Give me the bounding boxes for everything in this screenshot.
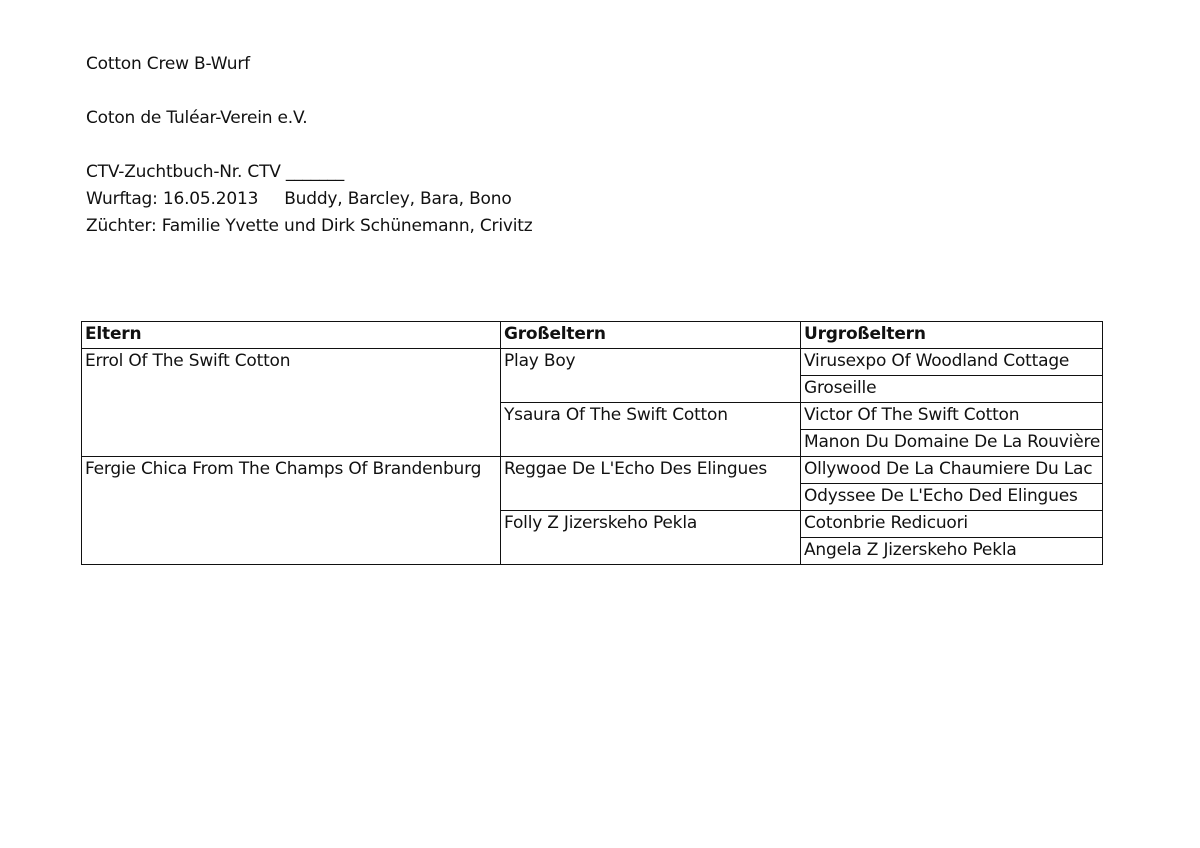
great-grandparent-cell: Odyssee De L'Echo Ded Elingues xyxy=(801,484,1103,511)
puppy-names: Buddy, Barcley, Bara, Bono xyxy=(284,189,512,209)
great-grandparent-cell: Groseille xyxy=(801,376,1103,403)
parent-cell: Fergie Chica From The Champs Of Brandenburg xyxy=(82,457,501,565)
great-grandparent-cell: Virusexpo Of Woodland Cottage xyxy=(801,349,1103,376)
litter-date: Wurftag: 16.05.2013 xyxy=(86,189,259,209)
grandparent-cell: Reggae De L'Echo Des Elingues xyxy=(501,457,801,511)
great-grandparent-cell: Cotonbrie Redicuori xyxy=(801,511,1103,538)
table-header-row xyxy=(82,322,1103,349)
stud-book-number: CTV-Zuchtbuch-Nr. CTV _______ xyxy=(86,162,344,182)
club-name: Coton de Tuléar-Verein e.V. xyxy=(86,108,308,128)
great-grandparent-cell: Angela Z Jizerskeho Pekla xyxy=(801,538,1103,565)
grandparent-cell: Play Boy xyxy=(501,349,801,403)
column-header-parents: Eltern xyxy=(82,322,501,349)
document-title: Cotton Crew B-Wurf xyxy=(86,54,250,74)
breeder-info: Züchter: Familie Yvette und Dirk Schünemann, Crivitz xyxy=(86,216,533,236)
great-grandparent-cell: Ollywood De La Chaumiere Du Lac xyxy=(801,457,1103,484)
parent-cell: Errol Of The Swift Cotton xyxy=(82,349,501,457)
column-header-great-grandparents: Urgroßeltern xyxy=(801,322,1103,349)
table-row xyxy=(82,457,1103,484)
table-row xyxy=(82,349,1103,376)
pedigree-table xyxy=(81,321,1103,565)
great-grandparent-cell: Victor Of The Swift Cotton xyxy=(801,403,1103,430)
great-grandparent-cell: Manon Du Domaine De La Rouvière xyxy=(801,430,1103,457)
grandparent-cell: Folly Z Jizerskeho Pekla xyxy=(501,511,801,565)
grandparent-cell: Ysaura Of The Swift Cotton xyxy=(501,403,801,457)
litter-info xyxy=(86,188,512,210)
column-header-grandparents: Großeltern xyxy=(501,322,801,349)
